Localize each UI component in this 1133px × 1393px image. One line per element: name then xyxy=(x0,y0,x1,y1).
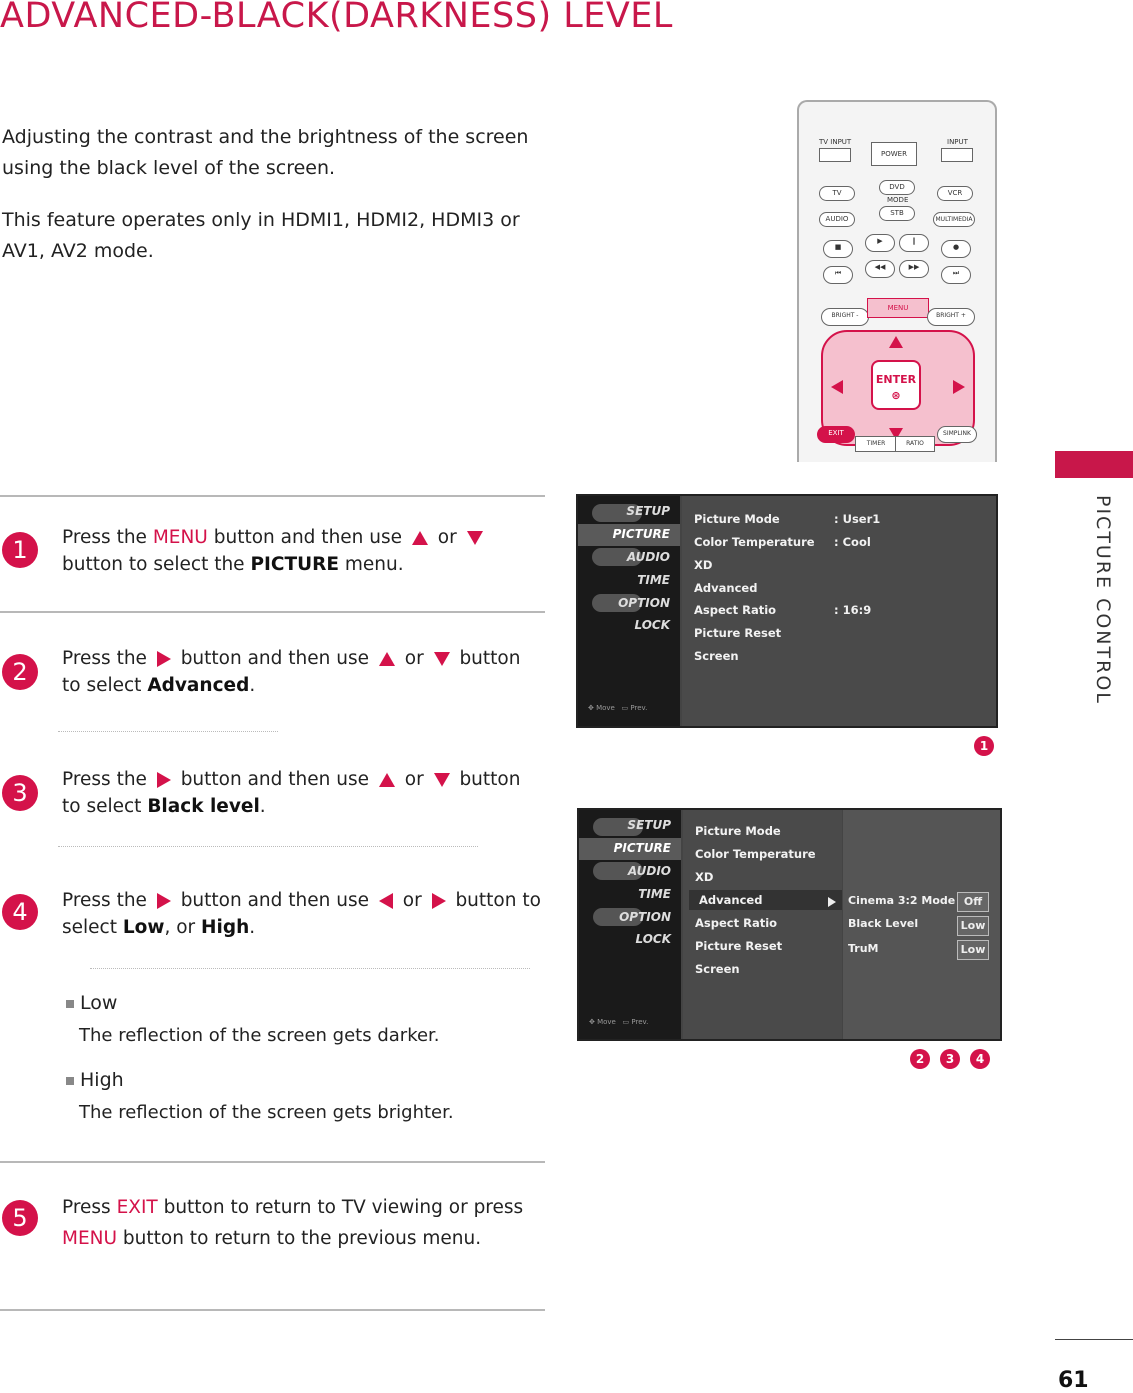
vcr-mode-button: VCR xyxy=(937,186,973,201)
step-5-number: 5 xyxy=(2,1200,38,1236)
dvd-mode-button: DVD xyxy=(879,180,915,195)
bright-plus-button: BRIGHT + xyxy=(927,308,975,326)
enter-label: ENTER xyxy=(875,373,917,386)
step-4-text xyxy=(62,887,542,941)
pause-button: ‖ xyxy=(899,234,929,252)
osd-item: Picture Mode xyxy=(694,512,780,526)
step-3-part: Press the xyxy=(62,769,153,790)
remote-control-illustration xyxy=(797,100,997,462)
osd-footer-prev: Prev. xyxy=(630,704,648,712)
step-5-part: Press xyxy=(62,1197,117,1218)
power-button: POWER xyxy=(871,142,917,166)
submenu-arrow-icon xyxy=(828,897,836,907)
osd-item: Picture Mode xyxy=(695,824,781,838)
step-dotted-divider xyxy=(58,731,278,732)
osd-footer: ✥ Move ▭ Prev. xyxy=(589,1018,649,1026)
osd-category: LOCK xyxy=(635,932,671,946)
record-button: ● xyxy=(941,240,971,258)
step-2-part: button to select xyxy=(62,648,521,696)
simplink-button: SIMPLINK xyxy=(937,426,977,443)
input-label: INPUT xyxy=(947,138,968,146)
step-1-part: menu. xyxy=(339,554,404,575)
input-button xyxy=(941,148,973,162)
step-4-part: button to select xyxy=(62,890,541,938)
osd-item: Picture Reset xyxy=(694,626,782,640)
play-button: ▶ xyxy=(865,234,895,252)
up-arrow-icon xyxy=(412,531,428,545)
step-3-part: button and then use xyxy=(174,769,375,790)
right-arrow-icon xyxy=(432,893,446,909)
step-2-part: or xyxy=(398,648,430,669)
step-1-part: or xyxy=(431,527,463,548)
rewind-button: ◀◀ xyxy=(865,260,895,278)
ratio-button: RATIO xyxy=(895,436,935,452)
skip-forward-button: ⏭ xyxy=(941,266,971,284)
step-1-text xyxy=(62,524,542,578)
osd-category-selected: PICTURE xyxy=(613,841,671,855)
osd-sub-value: Off xyxy=(957,892,989,912)
step-5-part: button to return to the previous menu. xyxy=(117,1228,482,1249)
osd-category: AUDIO xyxy=(627,864,671,878)
intro-paragraph-1: Adjusting the contrast and the brightness of the screen using the black level of the screen. xyxy=(2,126,529,179)
stb-mode-button: STB xyxy=(879,206,915,221)
osd-category-sidebar xyxy=(578,496,680,726)
audio-mode-button: AUDIO xyxy=(819,212,855,227)
step-3-number: 3 xyxy=(2,775,38,811)
osd-item-value: : Cool xyxy=(834,535,871,549)
step-3-text xyxy=(62,766,542,820)
osd-footer: ✥ Move ▭ Prev. xyxy=(588,704,648,712)
skip-back-button: ⏮ xyxy=(823,266,853,284)
osd-item: Aspect Ratio xyxy=(695,916,778,930)
osd-picture-menu xyxy=(576,494,998,728)
osd-sub-item: Cinema 3:2 Mode xyxy=(848,894,956,907)
step-2-target: Advanced xyxy=(147,675,250,696)
osd-category: OPTION xyxy=(619,910,671,924)
menu-button: MENU xyxy=(867,298,929,318)
fast-forward-button: ▶▶ xyxy=(899,260,929,278)
step-marker: 1 xyxy=(974,736,994,756)
up-arrow-icon xyxy=(379,773,395,787)
menu-key-label: MENU xyxy=(152,527,208,548)
osd-item-list xyxy=(683,810,842,1039)
step-1-part: button to select the xyxy=(62,554,251,575)
step-4-target-low: Low xyxy=(122,917,165,938)
step-4-part: button and then use xyxy=(174,890,375,911)
exit-key-label: EXIT xyxy=(116,1197,158,1218)
section-tab-bar xyxy=(1055,451,1133,478)
step-3-part: . xyxy=(259,796,266,817)
step-4-part: or xyxy=(396,890,428,911)
step-2-number: 2 xyxy=(2,654,38,690)
step-marker: 4 xyxy=(970,1049,990,1069)
arrow-right-icon xyxy=(953,380,965,394)
step-1-part: button and then use xyxy=(207,527,408,548)
step-2-part: . xyxy=(249,675,256,696)
down-arrow-icon xyxy=(434,773,450,787)
tv-mode-button: TV xyxy=(819,186,855,201)
tv-input-button xyxy=(819,148,851,162)
osd-footer-move: Move xyxy=(596,704,615,712)
step-marker: 2 xyxy=(910,1049,930,1069)
bright-minus-button: BRIGHT - xyxy=(821,308,869,326)
osd-sub-value: Low xyxy=(957,916,989,936)
tv-input-label: TV INPUT xyxy=(819,138,852,146)
osd-item: Color Temperature xyxy=(695,847,816,861)
osd-footer-prev: Prev. xyxy=(631,1018,649,1026)
step-1-number: 1 xyxy=(2,532,38,568)
step-4-number: 4 xyxy=(2,894,38,930)
page-number: 61 xyxy=(1058,1368,1089,1393)
osd-sub-item: TruM xyxy=(848,942,879,955)
intro-paragraph-2: This feature operates only in HDMI1, HDMI2, HDMI3 or AV1, AV2 mode. xyxy=(2,209,520,262)
osd-item: XD xyxy=(694,558,713,572)
osd-1-step-markers xyxy=(964,735,994,756)
right-arrow-icon xyxy=(157,772,171,788)
osd-category-sidebar xyxy=(579,810,681,1039)
osd-footer-move: Move xyxy=(597,1018,616,1026)
step-3-part: button to select xyxy=(62,769,521,817)
osd-item-list xyxy=(682,496,996,726)
step-dotted-divider xyxy=(58,846,478,847)
down-arrow-icon xyxy=(434,652,450,666)
down-arrow-icon xyxy=(467,531,483,545)
osd-item: Picture Reset xyxy=(695,939,783,953)
left-arrow-icon xyxy=(379,893,393,909)
osd-2-step-markers xyxy=(900,1048,990,1069)
osd-category: SETUP xyxy=(626,504,670,518)
arrow-left-icon xyxy=(831,380,843,394)
option-high-name: High xyxy=(80,1069,124,1091)
page-title: ADVANCED-BLACK(DARKNESS) LEVEL xyxy=(0,0,673,36)
stop-button: ■ xyxy=(823,240,853,258)
osd-sub-item: Black Level xyxy=(848,917,919,930)
osd-advanced-menu xyxy=(577,808,1002,1041)
step-2-text xyxy=(62,645,542,699)
right-arrow-icon xyxy=(157,893,171,909)
osd-item-selected: Advanced xyxy=(699,893,763,907)
osd-category: TIME xyxy=(638,887,671,901)
step-5-text xyxy=(62,1192,542,1254)
osd-sub-value: Low xyxy=(957,940,989,960)
step-divider xyxy=(0,611,545,613)
osd-item: Screen xyxy=(694,649,739,663)
osd-item-value: : 16:9 xyxy=(834,603,872,617)
step-3-part: or xyxy=(398,769,430,790)
osd-item: XD xyxy=(695,870,714,884)
osd-category: OPTION xyxy=(618,596,670,610)
osd-category: LOCK xyxy=(634,618,670,632)
osd-item: Color Temperature xyxy=(694,535,815,549)
step-2-part: Press the xyxy=(62,648,153,669)
osd-category-selected: PICTURE xyxy=(612,527,670,541)
bullet-icon xyxy=(66,1000,74,1008)
osd-category: AUDIO xyxy=(626,550,670,564)
osd-item: Aspect Ratio xyxy=(694,603,777,617)
osd-item: Advanced xyxy=(694,581,758,595)
osd-item: Screen xyxy=(695,962,740,976)
step-marker: 3 xyxy=(940,1049,960,1069)
osd-category: TIME xyxy=(637,573,670,587)
exit-button: EXIT xyxy=(817,426,855,443)
bullet-icon xyxy=(66,1077,74,1085)
step-4-target-high: High xyxy=(201,917,250,938)
step-4-part: , or xyxy=(164,917,202,938)
timer-button: TIMER xyxy=(855,436,897,452)
step-2-part: button and then use xyxy=(174,648,375,669)
osd-submenu xyxy=(843,810,1000,1039)
multimedia-mode-button: MULTIMEDIA xyxy=(933,212,975,227)
option-low-heading xyxy=(66,992,117,1014)
step-dotted-divider xyxy=(90,968,530,969)
step-3-target: Black level xyxy=(147,796,260,817)
step-4-part: Press the xyxy=(62,890,153,911)
option-high-heading xyxy=(66,1069,124,1091)
step-4-part: . xyxy=(249,917,256,938)
section-tab-label: PICTURE CONTROL xyxy=(1092,495,1114,705)
option-low-description: The reflection of the screen gets darker. xyxy=(79,1025,440,1046)
enter-button: ENTER ⊛ xyxy=(871,360,921,410)
up-arrow-icon xyxy=(379,652,395,666)
osd-category: SETUP xyxy=(627,818,671,832)
option-low-name: Low xyxy=(80,992,118,1014)
option-high-description: The reflection of the screen gets brighter. xyxy=(79,1102,454,1123)
step-divider xyxy=(0,1161,545,1163)
step-5-part: button to return to TV viewing or press xyxy=(157,1197,524,1218)
mode-label: MODE xyxy=(887,196,909,204)
menu-key-label: MENU xyxy=(62,1228,118,1249)
step-1-part: Press the xyxy=(62,527,153,548)
step-divider xyxy=(0,1309,545,1311)
arrow-up-icon xyxy=(889,336,903,348)
page-number-rule xyxy=(1055,1339,1133,1340)
step-divider xyxy=(0,495,545,497)
right-arrow-icon xyxy=(157,651,171,667)
step-1-target: PICTURE xyxy=(250,554,339,575)
osd-item-value: : User1 xyxy=(834,512,881,526)
